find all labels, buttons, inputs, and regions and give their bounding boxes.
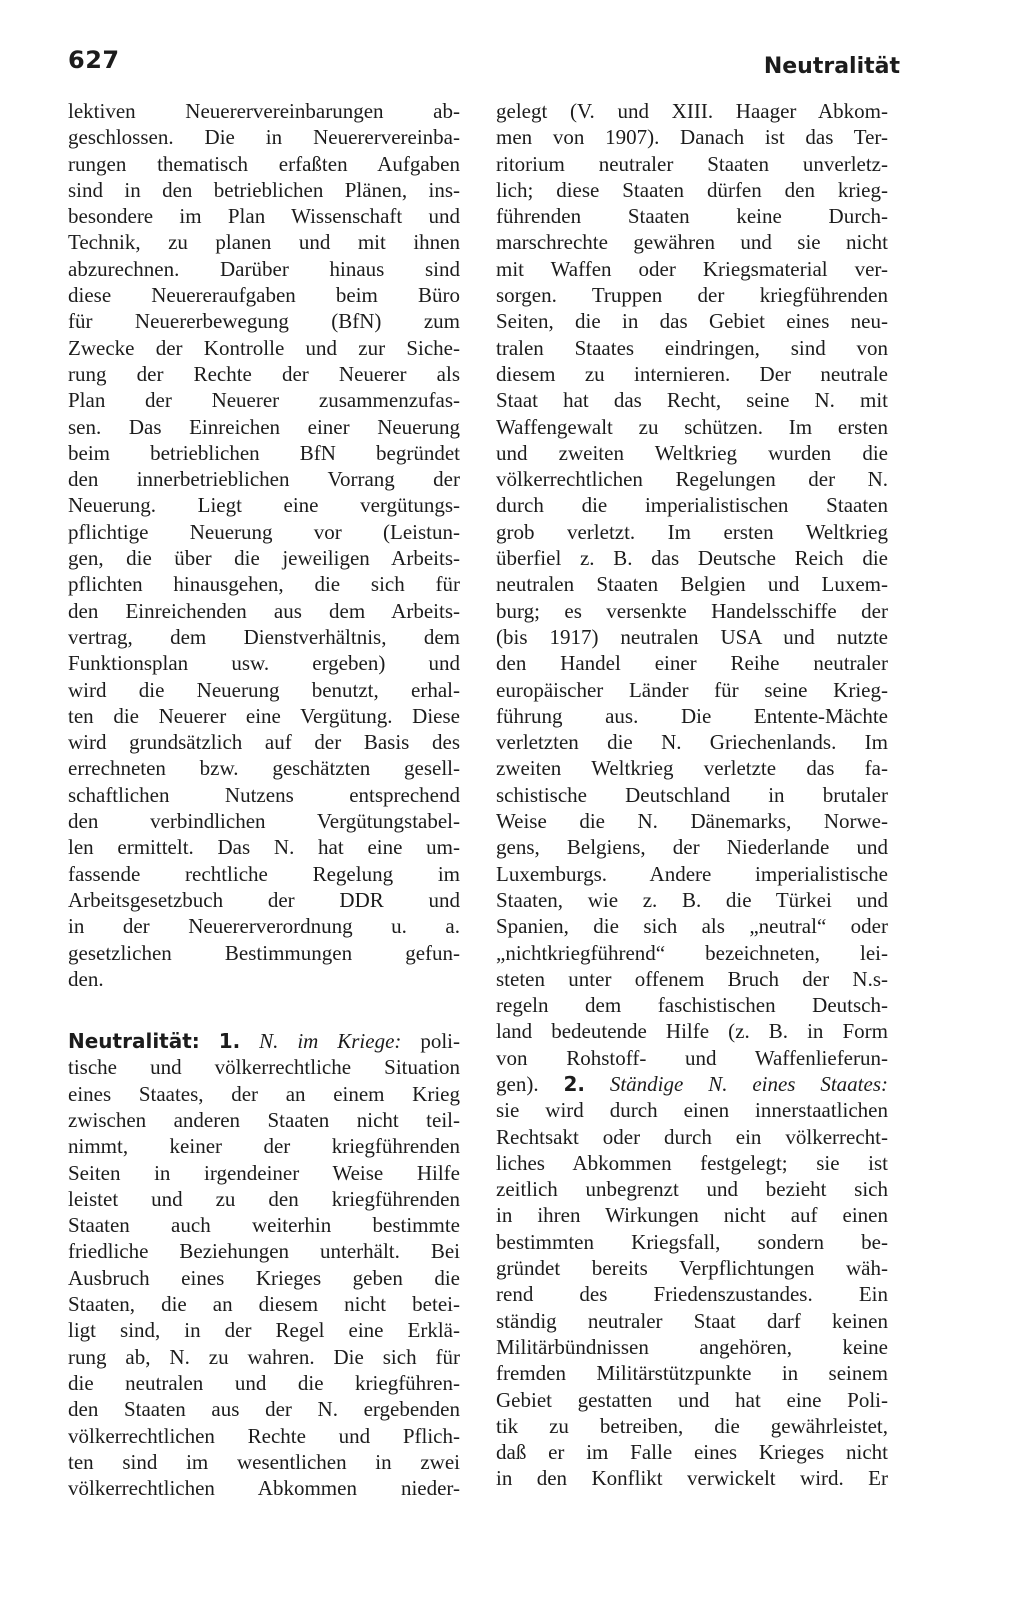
- text-line: ten die Neuerer eine Vergütung. Diese: [68, 703, 460, 728]
- text-line: Neuerung. Liegt eine vergütungs-: [68, 493, 460, 518]
- text-line: sen. Das Einreichen einer Neuerung: [68, 414, 460, 439]
- text-line: nimmt, keiner der kriegführenden: [68, 1134, 460, 1159]
- text-line: schistische Deutschland in brutaler: [496, 782, 888, 807]
- text-line: vertrag, dem Dienstverhältnis, dem: [68, 624, 460, 649]
- text-line: daß er im Falle eines Krieges nicht: [496, 1440, 888, 1465]
- text-line: rung ab, N. zu wahren. Die sich für: [68, 1344, 460, 1369]
- text-line: den Einreichenden aus dem Arbeits-: [68, 598, 460, 623]
- text-line: Waffengewalt zu schützen. Im ersten: [496, 414, 888, 439]
- text-line: gesetzlichen Bestimmungen gefun-: [68, 940, 460, 965]
- text-line: besondere im Plan Wissenschaft und: [68, 204, 460, 229]
- text-line: leistet und zu den kriegführenden: [68, 1186, 460, 1211]
- text-line: liches Abkommen festgelegt; sie ist: [496, 1150, 888, 1175]
- text-line: völkerrechtlichen Regelungen der N.: [496, 467, 888, 492]
- text-line: führung aus. Die Entente-Mächte: [496, 703, 888, 728]
- paragraph-gap: [68, 992, 460, 1028]
- text-line: land bedeutende Hilfe (z. B. in Form: [496, 1019, 888, 1044]
- text-line: gründet bereits Verpflichtungen wäh-: [496, 1256, 888, 1281]
- text-line: überfiel z. B. das Deutsche Reich die: [496, 546, 888, 571]
- text-line: völkerrechtlichen Abkommen nieder-: [68, 1476, 460, 1501]
- text-line: Arbeitsgesetzbuch der DDR und: [68, 887, 460, 912]
- text-line: fassende rechtliche Regelung im: [68, 861, 460, 886]
- text-line: tralen Staates eindringen, sind von: [496, 335, 888, 360]
- text-line: Staaten auch weiterhin bestimmte: [68, 1213, 460, 1238]
- text-line: Staaten, wie z. B. die Türkei und: [496, 887, 888, 912]
- text-line: die neutralen und die kriegführen-: [68, 1370, 460, 1395]
- text-line: zweiten Weltkrieg verletzte das fa-: [496, 756, 888, 781]
- text-line: Zwecke der Kontrolle und zur Siche-: [68, 335, 460, 360]
- text-line: Militärbündnissen angehören, keine: [496, 1334, 888, 1359]
- text-line: Technik, zu planen und mit ihnen: [68, 230, 460, 255]
- text-line: tische und völkerrechtliche Situation: [68, 1055, 460, 1080]
- text-line: mit Waffen oder Kriegsmaterial ver-: [496, 256, 888, 281]
- right-column: [496, 98, 888, 1492]
- text-line: ligt sind, in der Regel eine Erklä-: [68, 1318, 460, 1343]
- text-line: regeln dem faschistischen Deutsch-: [496, 993, 888, 1018]
- text-line: rend des Friedenszustandes. Ein: [496, 1282, 888, 1307]
- text-line: Weise die N. Dänemarks, Norwe-: [496, 809, 888, 834]
- text-line: Staaten, die an diesem nicht betei-: [68, 1292, 460, 1317]
- text-line: in ihren Wirkungen nicht auf einen: [496, 1203, 888, 1228]
- text-line: den innerbetrieblichen Vorrang der: [68, 467, 460, 492]
- text-line: friedliche Beziehungen unterhält. Bei: [68, 1239, 460, 1264]
- text-line: abzurechnen. Darüber hinaus sind: [68, 256, 460, 281]
- text-line: sind in den betrieblichen Plänen, ins-: [68, 177, 460, 202]
- text-line: eines Staates, der an einem Krieg: [68, 1081, 460, 1106]
- text-line: „nichtkriegführend“ bezeichneten, lei-: [496, 940, 888, 965]
- text-line: Spanien, die sich als „neutral“ oder: [496, 914, 888, 939]
- text-line: wird grundsätzlich auf der Basis des: [68, 730, 460, 755]
- text-line: marschrechte gewähren und sie nicht: [496, 230, 888, 255]
- text-line: sorgen. Truppen der kriegführenden: [496, 283, 888, 308]
- text-line: pflichten hinausgehen, die sich für: [68, 572, 460, 597]
- text-line: Rechtsakt oder durch ein völkerrecht-: [496, 1124, 888, 1149]
- sense-number: 2.: [563, 1071, 585, 1096]
- text-line: steten unter offenem Bruch der N.s-: [496, 966, 888, 991]
- text-line: geschlossen. Die in Neuerervereinba-: [68, 125, 460, 150]
- text-line: rung der Rechte der Neuerer als: [68, 361, 460, 386]
- text-line: Seiten, die in das Gebiet eines neu-: [496, 309, 888, 334]
- text-line: diesem zu internieren. Der neutrale: [496, 361, 888, 386]
- text-line: europäischer Länder für seine Krieg-: [496, 677, 888, 702]
- entry-first-line: [68, 1028, 460, 1054]
- text-line: gens, Belgiens, der Niederlande und: [496, 835, 888, 860]
- running-head: Neutralität: [763, 54, 900, 79]
- text-line: Ausbruch eines Krieges geben die: [68, 1265, 460, 1290]
- text-line: zeitlich unbegrenzt und bezieht sich: [496, 1177, 888, 1202]
- text-line: neutralen Staaten Belgien und Luxem-: [496, 572, 888, 597]
- text-line: gen, die über die jeweiligen Arbeits-: [68, 546, 460, 571]
- text-line: diese Neuereraufgaben beim Büro: [68, 283, 460, 308]
- text-line: Plan der Neuerer zusammenzufas-: [68, 388, 460, 413]
- text-line: Seiten in irgendeiner Weise Hilfe: [68, 1160, 460, 1185]
- text-line: verletzten die N. Griechenlands. Im: [496, 730, 888, 755]
- left-column: [68, 98, 460, 1501]
- text-line: grob verletzt. Im ersten Weltkrieg: [496, 519, 888, 544]
- sense2-line-start: gen).: [496, 1071, 539, 1096]
- text-line: Funktionsplan usw. ergeben) und: [68, 651, 460, 676]
- text-line: burg; es versenkte Handelsschiffe der: [496, 598, 888, 623]
- text-line: völkerrechtlichen Rechte und Pflich-: [68, 1423, 460, 1448]
- text-line: fremden Militärstützpunkte in seinem: [496, 1361, 888, 1386]
- text-line: rungen thematisch erfaßten Aufgaben: [68, 151, 460, 176]
- text-line: lektiven Neuerervereinbarungen ab-: [68, 99, 460, 123]
- text-line: den verbindlichen Vergütungstabel-: [68, 809, 460, 834]
- text-line: den Handel einer Reihe neutraler: [496, 651, 888, 676]
- text-line: gelegt (V. und XIII. Haager Abkom-: [496, 99, 888, 123]
- text-line: den Staaten aus der N. ergebenden: [68, 1397, 460, 1422]
- text-line: schaftlichen Nutzens entsprechend: [68, 782, 460, 807]
- text-line: ritorium neutraler Staaten unverletz-: [496, 151, 888, 176]
- text-line: in der Neuererverordnung u. a.: [68, 914, 460, 939]
- text-line: Luxemburgs. Andere imperialistische: [496, 861, 888, 886]
- text-line: pflichtige Neuerung vor (Leistun-: [68, 519, 460, 544]
- entry-first-line-rest: poli-: [420, 1029, 460, 1054]
- sense2-line: [496, 1071, 888, 1097]
- text-line: für Neuererbewegung (BfN) zum: [68, 309, 460, 334]
- text-line: errechneten bzw. geschätzten gesell-: [68, 756, 460, 781]
- entry-headword: Neutralität:: [68, 1029, 200, 1054]
- text-line: wird die Neuerung benutzt, erhal-: [68, 677, 460, 702]
- text-line: führenden Staaten keine Durch-: [496, 204, 888, 229]
- sense-number: 1.: [218, 1029, 241, 1054]
- text-line: len ermittelt. Das N. hat eine um-: [68, 835, 460, 860]
- text-line: beim betrieblichen BfN begründet: [68, 440, 460, 465]
- text-line: bestimmten Kriegsfall, sondern be-: [496, 1229, 888, 1254]
- text-line: den.: [68, 966, 104, 991]
- text-line: in den Konflikt verwickelt wird. Er: [496, 1466, 888, 1491]
- text-line: sie wird durch einen innerstaatlichen: [496, 1098, 888, 1123]
- text-line: men von 1907). Danach ist das Ter-: [496, 125, 888, 150]
- text-line: lich; diese Staaten dürfen den krieg-: [496, 177, 888, 202]
- text-line: von Rohstoff- und Waffenlieferun-: [496, 1045, 888, 1070]
- text-line: (bis 1917) neutralen USA und nutzte: [496, 624, 888, 649]
- text-line: Gebiet gestatten und hat eine Poli-: [496, 1387, 888, 1412]
- sense-label: Ständige N. eines Staates:: [609, 1071, 889, 1096]
- text-line: durch die imperialistischen Staaten: [496, 493, 888, 518]
- sense-label: N. im Kriege:: [259, 1029, 402, 1054]
- text-line: ständig neutraler Staat darf keinen: [496, 1308, 888, 1333]
- text-line: zwischen anderen Staaten nicht teil-: [68, 1107, 460, 1132]
- text-line: Staat hat das Recht, seine N. mit: [496, 388, 888, 413]
- text-line: tik zu betreiben, die gewährleistet,: [496, 1413, 888, 1438]
- page-number: 627: [68, 46, 120, 74]
- text-line: ten sind im wesentlichen in zwei: [68, 1449, 460, 1474]
- text-line: und zweiten Weltkrieg wurden die: [496, 440, 888, 465]
